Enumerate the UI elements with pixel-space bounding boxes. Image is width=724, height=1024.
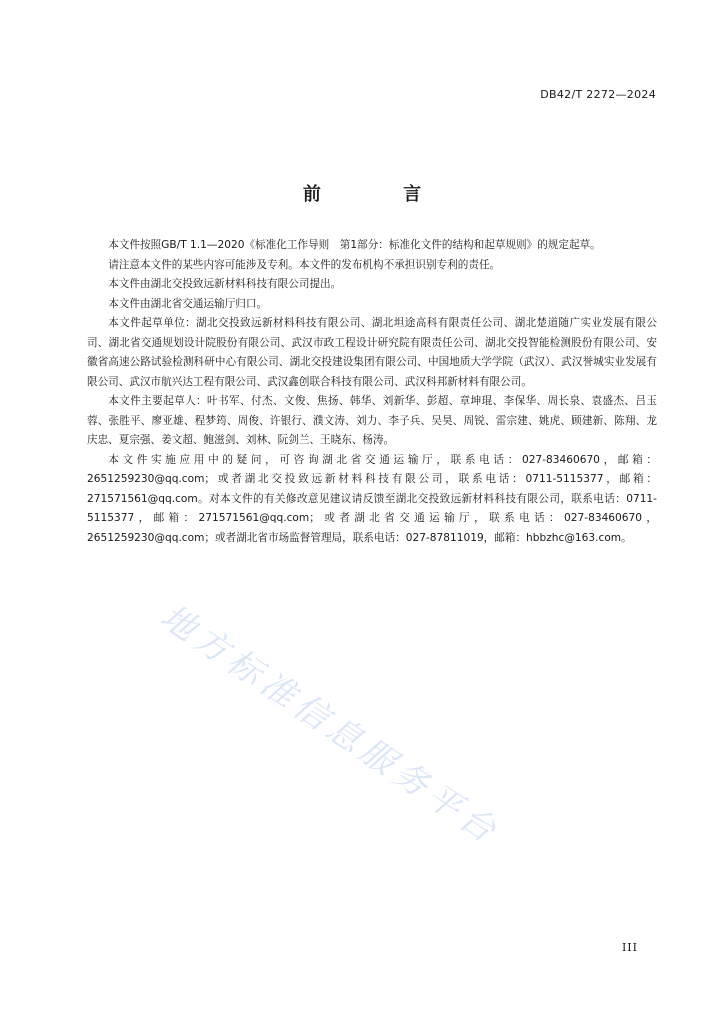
paragraph-drafting-units: 本文件起草单位：湖北交投致远新材料科技有限公司、湖北坦途高科有限责任公司、湖北楚道随广实业发展有限公司、湖北省交通规划设计院股份有限公司、武汉市政工程设计研究院有限责任公司、湖北交投智能检测股份有限公司、安徽省高速公路试验检测科研中心有限公司、湖北交投建设集团有限公司、中国地质大学学院（武汉）、武汉誉城实业发展有限公司、武汉市航兴达工程有限公司、武汉鑫创联合科技有限公司、武汉科邦新材料有限公司。	[87, 317, 657, 388]
paragraph-administrator: 本文件由湖北省交通运输厅归口。	[108, 297, 268, 310]
page-number: III	[621, 941, 638, 954]
watermark: 地方标准信息服务平台	[153, 596, 508, 854]
paragraph-contact-info: 本文件实施应用中的疑问，可咨询湖北省交通运输厅，联系电话：027-83460670，邮箱：2651259230@qq.com；或者湖北交投致远新材料科技有限公司，联系电话：0711-5115377，邮箱：271571561@qq.com。对本文件的有关修改意见建议请反馈至湖北交投致远新材料科技有限公司，联系电话：0711-5115377，邮箱：271571561@qq.com；或者湖北省交通运输厅，联系电话：027-83460670，2651259230@qq.com；或者湖北省市场监督管理局，联系电话：027-87811019，邮箱：hbbzhc@163.com。	[87, 453, 657, 544]
paragraph-patent-notice: 请注意本文件的某些内容可能涉及专利。本文件的发布机构不承担识别专利的责任。	[108, 258, 501, 271]
page-title: 前 言	[302, 184, 460, 205]
paragraph-drafting-rules: 本文件按照GB/T 1.1—2020《标准化工作导则 第1部分：标准化文件的结构和起草规则》的规定起草。	[108, 239, 601, 251]
document-body	[87, 236, 657, 548]
paragraph-drafters: 本文件主要起草人：叶书军、付杰、文俊、焦扬、韩华、刘新华、彭超、章坤琨、李保华、周长泉、袁盛杰、吕玉蓉、张胜平、廖亚雄、程梦筠、周俊、许银行、濮文涛、刘力、李子兵、吴昊、周锐、雷宗建、姚虎、顾建新、陈翔、龙庆忠、夏宗强、姜文超、鲍滋剑、刘林、阮剑兰、王晓东、杨涛。	[87, 395, 657, 446]
standard-number: DB42/T 2272—2024	[540, 88, 656, 101]
paragraph-proposer: 本文件由湖北交投致远新材料科技有限公司提出。	[108, 278, 342, 290]
